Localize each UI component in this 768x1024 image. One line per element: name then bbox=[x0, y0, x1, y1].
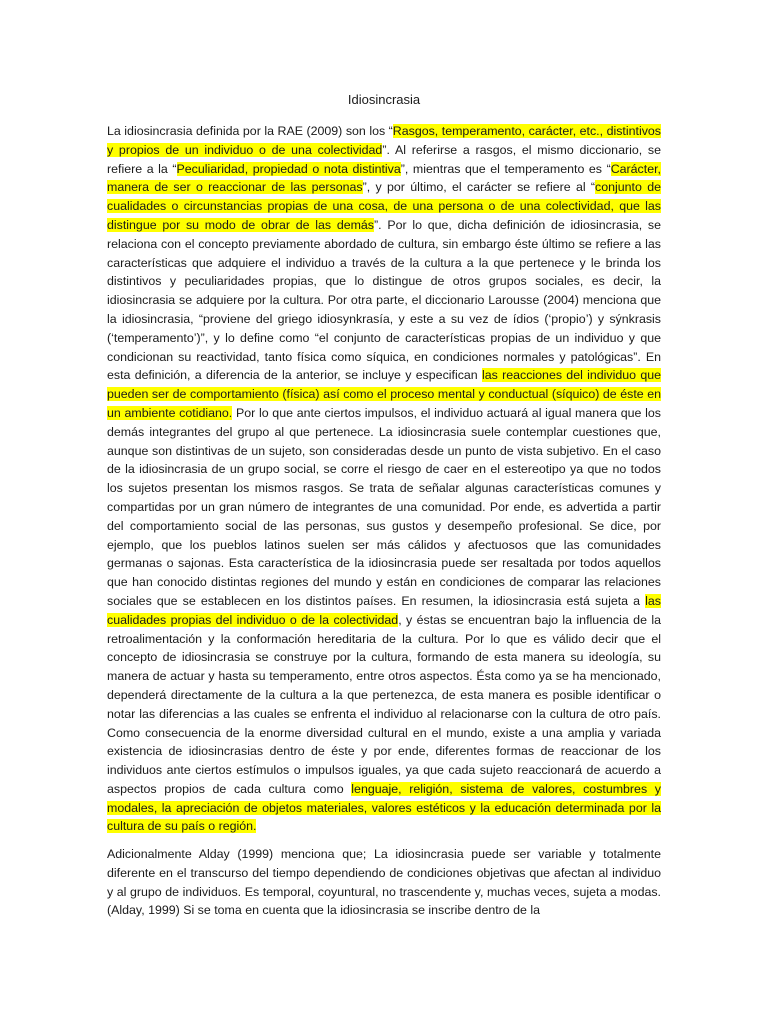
paragraph-segment: , y éstas se encuentran bajo la influencia de la retroalimentación y la conformación hereditaria de la cultura. Por lo que es válido decir que el concepto de idiosincrasia se construye por la cultura, formando de esta manera su ideología, su manera de actuar y hasta su temperamento, entre otros aspectos. Ésta como ya se ha mencionado, dependerá directamente de la cultura a la que pertenezca, de esta manera es posible identificar o notar las diferencias a las cuales se enfrenta el individuo al relacionarse con la cultura de otro país. Como consecuencia de la enorme diversidad cultural en el mundo, existe a una amplia y variada existencia de idiosincrasias dentro de éste y por ende, diferentes formas de reaccionar de los individuos ante ciertos estímulos o impulsos iguales, ya que cada sujeto reaccionará de acuerdo a aspectos propios de cada cultura como bbox=[107, 612, 662, 796]
highlighted-text: Rasgos, temperamento, carácter, etc., distintivos y propios de un individuo o de una colectividad bbox=[107, 124, 661, 157]
paragraph-segment: Adicionalmente Alday (1999) menciona que; La idiosincrasia puede ser variable y totalmente diferente en el transcurso del tiempo dependiendo de condiciones objetivas que afectan al individuo y al grupo de individuos. Es temporal, coyuntural, no trascendente y, muchas veces, sujeta a modas. (Alday, 1999) Si se toma en cuenta que la idiosincrasia se inscribe dentro de la bbox=[107, 847, 661, 918]
paragraph-segment: ”. Al referirse a rasgos, el mismo diccionario, se refiere a la “ bbox=[107, 142, 662, 176]
body-paragraph-2 bbox=[107, 845, 661, 920]
paragraph-segment: ”. Por lo que, dicha definición de idiosincrasia, se relaciona con el concepto previamente abordado de cultura, sin embargo éste último se refiere a las características que adquiere el individuo a través de la cultura a la que pertenece y le brinda los distintivos y peculiaridades propias, que lo distingue de otros grupos sociales, es decir, la idiosincrasia se adquiere por la cultura. Por otra parte, el diccionario Larousse (2004) menciona que la idiosincrasia, “proviene del griego idiosynkrasía, y este a su vez de ídios (‘propio’) y sýnkrasis (‘temperamento’)”, y lo define como “el conjunto de características propias de un individuo y que condicionan su reactividad, tanto física como síquica, en condiciones normales y patológicas”. En esta definición, a diferencia de la anterior, se incluye y especifican bbox=[107, 217, 661, 383]
body-paragraph-1 bbox=[107, 122, 661, 836]
highlighted-text: las reacciones del individuo que pueden ser de comportamiento (física) así como el proceso mental y conductual (síquico) de éste en un ambiente cotidiano. bbox=[107, 368, 661, 420]
highlighted-text: las cualidades propias del individuo o de la colectividad bbox=[107, 593, 661, 627]
paragraph-segment: Por lo que ante ciertos impulsos, el individuo actuará al igual manera que los demás integrantes del grupo al que pertenece. La idiosincrasia suele contemplar cuestiones que, aunque son distintivas de un sujeto, son consideradas desde un punto de vista subjetivo. En el caso de la idiosincrasia de un grupo social, se corre el riesgo de caer en el estereotipo ya que no todos los sujetos presentan los mismos rasgos. Se trata de señalar algunas características comunes y compartidas por un gran número de integrantes de una comunidad. Por ende, es advertida a partir del comportamiento social de las personas, sus gustos y desempeño profesional. Se dice, por ejemplo, que los pueblos latinos suelen ser más cálidos y afectuosos que las comunidades germanas o sajonas. Esta característica de la idiosincrasia puede ser resaltada por todos aquellos que han conocido distintas regiones del mundo y están en condiciones de comparar las relaciones sociales que se establecen en los distintos países. En resumen, la idiosincrasia está sujeta a bbox=[107, 405, 662, 608]
highlighted-text: lenguaje, religión, sistema de valores, costumbres y modales, la apreciación de objetos materiales, valores estéticos y la educación determinada por la cultura de su país o región. bbox=[107, 781, 661, 834]
paragraph-segment: ”, mientras que el temperamento es “ bbox=[400, 161, 611, 176]
paragraph-segment: ”, y por último, el carácter se refiere al “ bbox=[362, 180, 596, 195]
highlighted-text: conjunto de cualidades o circunstancias propias de una cosa, de una persona o de una colectividad, que las distingue por su modo de obrar de las demás bbox=[107, 180, 661, 232]
highlighted-text: Carácter, manera de ser o reaccionar de las personas bbox=[107, 161, 661, 195]
paragraph-segment: La idiosincrasia definida por la RAE (2009) son los “ bbox=[107, 124, 393, 138]
document-title: Idiosincrasia bbox=[347, 92, 421, 107]
highlighted-text: Peculiaridad, propiedad o nota distintiva bbox=[176, 161, 401, 176]
